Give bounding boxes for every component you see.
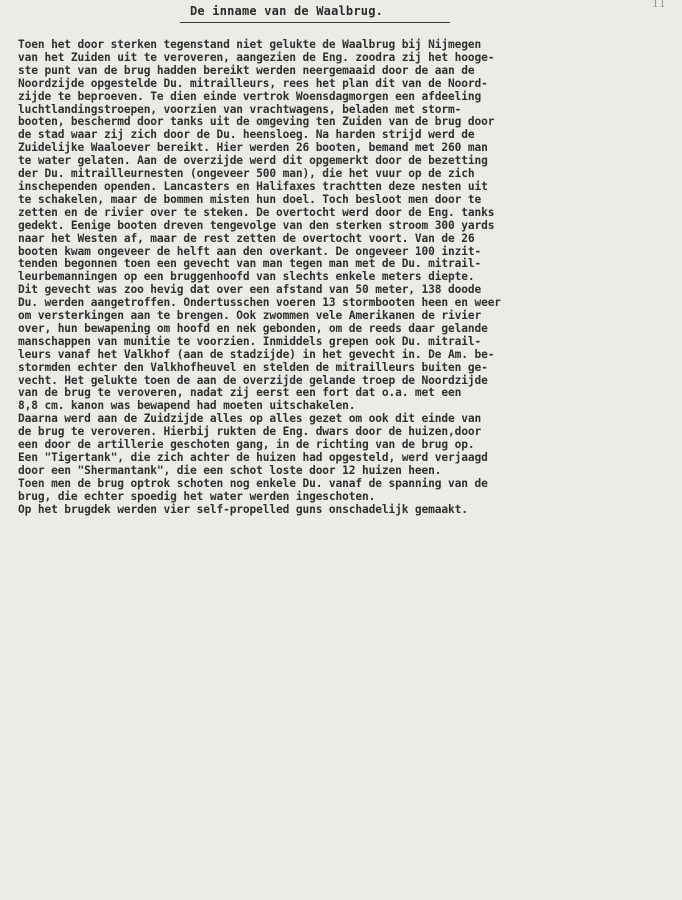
- text-line: over, hun bewapening om hoofd en nek gebonden, om de reeds daar gelande: [18, 321, 488, 335]
- text-line: leurbemanningen op een bruggenhoofd van slechts enkele meters diepte.: [18, 270, 475, 284]
- text-line: gedekt. Eenige booten dreven tengevolge van den sterken stroom 300 yards: [18, 218, 495, 232]
- text-line: zetten en de rivier over te steken. De overtocht werd door de Eng. tanks: [18, 205, 495, 219]
- text-line: 8,8 cm. kanon was bewapend had moeten uitschakelen.: [18, 399, 356, 413]
- text-line: Daarna werd aan de Zuidzijde alles op alles gezet om ook dit einde van: [18, 412, 482, 426]
- text-line: van de brug te veroveren, nadat zij eerst een fort dat o.a. met een: [18, 386, 462, 400]
- text-line: van het Zuiden uit te veroveren, aangezien de Eng. zoodra zij het hooge-: [18, 50, 495, 64]
- text-line: vecht. Het gelukte toen de aan de overzijde gelande troep de Noordzijde: [18, 373, 488, 387]
- text-line: booten kwam ongeveer de helft aan den overkant. De ongeveer 100 inzit-: [18, 244, 482, 258]
- text-line: te schakelen, maar de bommen misten hun doel. Toch besloot men door te: [18, 192, 482, 206]
- text-line: om versterkingen aan te brengen. Ook zwommen vele Amerikanen de rivier: [18, 309, 482, 323]
- text-line: der Du. mitrailleurnesten (ongeveer 500 man), die het vuur op de zich: [18, 167, 475, 181]
- text-line: brug, die echter spoedig het water werden ingeschoten.: [18, 489, 376, 503]
- text-line: leurs vanaf het Valkhof (aan de stadzijde) in het gevecht in. De Am. be-: [18, 347, 495, 361]
- text-line: te water gelaten. Aan de overzijde werd dit opgemerkt door de bezetting: [18, 154, 488, 168]
- text-line: Toen het door sterken tegenstand niet gelukte de Waalbrug bij Nijmegen: [18, 38, 482, 51]
- text-line: door een "Shermantank", die een schot loste door 12 huizen heen.: [18, 463, 442, 477]
- text-line: Een "Tigertank", die zich achter de huizen had opgesteld, werd verjaagd: [18, 451, 488, 464]
- text-line: Noordzijde opgestelde Du. mitrailleurs, rees het plan dit van de Noord-: [18, 76, 488, 90]
- text-line: naar het Westen af, maar de rest zetten de overtocht voort. Van de 26: [18, 231, 475, 245]
- text-line: Op het brugdek werden vier self-propelled guns onschadelijk gemaakt.: [18, 502, 468, 516]
- text-line: Toen men de brug optrok schoten nog enkele Du. vanaf de spanning van de: [18, 476, 488, 490]
- text-line: Du. werden aangetroffen. Ondertusschen voeren 13 stormbooten heen en weer: [18, 296, 501, 310]
- corner-mark: 11: [652, 0, 666, 8]
- text-line: tenden begonnen toen een gevecht van man tegen man met de Du. mitrail-: [18, 257, 482, 271]
- text-line: manschappen van munitie te voorzien. Inmiddels grepen ook Du. mitrail-: [18, 334, 482, 348]
- page-title: De inname van de Waalbrug.: [190, 4, 384, 18]
- text-line: de brug te veroveren. Hierbij rukten de Eng. dwars door de huizen,door: [18, 425, 482, 439]
- text-line: ste punt van de brug hadden bereikt werden neergemaaid door de aan de: [18, 63, 475, 77]
- text-line: een door de artillerie geschoten gang, in de richting van de brug op.: [18, 438, 475, 452]
- text-line: Dit gevecht was zoo hevig dat over een afstand van 50 meter, 138 doode: [18, 283, 482, 297]
- body-text: [18, 39, 668, 517]
- text-line: inschependen openden. Lancasters en Halifaxes trachtten deze nesten uit: [18, 179, 488, 193]
- title-underline: [180, 22, 450, 23]
- text-line: booten, beschermd door tanks uit de omgeving ten Zuiden van de brug door: [18, 115, 495, 129]
- text-line: Zuidelijke Waaloever bereikt. Hier werden 26 booten, bemand met 260 man: [18, 141, 488, 155]
- text-line: luchtlandingstroepen, voorzien van vrachtwagens, beladen met storm-: [18, 102, 462, 116]
- text-line: stormden echter den Valkhofheuvel en stelden de mitrailleurs buiten ge-: [18, 360, 488, 374]
- text-line: de stad waar zij zich door de Du. heensloeg. Na harden strijd werd de: [18, 128, 475, 142]
- text-line: zijde te beproeven. Te dien einde vertrok Woensdagmorgen een afdeeling: [18, 89, 482, 103]
